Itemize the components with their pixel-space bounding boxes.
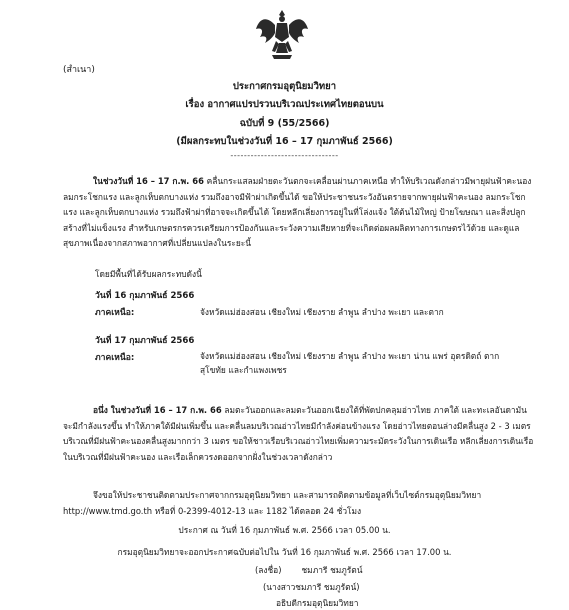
region-label: ภาคเหนือ:: [95, 353, 135, 363]
paragraph-lead: ในช่วงวันที่ 16 – 17 ก.พ. 66: [93, 176, 204, 186]
announcement-subject: เรื่อง อากาศแปรปรวนบริเวณประเทศไทยตอนบน: [185, 99, 384, 110]
paragraph-lead: อนึ่ง ในช่วงวันที่ 16 – 17 ก.พ. 66: [93, 405, 222, 415]
paragraph-main-forecast: [63, 174, 533, 252]
next-issue-notice: กรมอุตุนิยมวิทยาจะออกประกาศฉบับต่อไปใน วันที่ 16 กุมภาพันธ์ พ.ศ. 2566 เวลา 17.00 น.: [117, 547, 452, 557]
signatory-position: อธิบดีกรมอุตุนิยมวิทยา: [276, 598, 359, 608]
paragraph-body: ลมตะวันออกและลมตะวันออกเฉียงใต้ที่พัดปกคลุมอ่าวไทย ภาคใต้ และทะเลอันดามันจะมีกำลังแรงขึ้น ทำให้ภาคใต้มีฝนเพิ่มขึ้น และคลื่นลมบริเวณอ่าวไทยมีกำลังค่อนข้างแรง โดยอ่าวไทยตอนล่างมีคลื่นสูง 2 - 3 เมตร บริเวณที่มีฝนฟ้าคะนองคลื่นสูงมากกว่า 3 เมตร ขอให้ชาวเรือบริเวณอ่าวไทยเพิ่มความระมัดระวังในการเดินเรือ หลีกเลี่ยงการเดินเรือในบริเวณที่มีฝนฟ้าคะนอง และเรือเล็กควรงดออกจากฝั่งในช่วงเวลาดังกล่าว: [63, 405, 534, 462]
paragraph-marine-warning: [63, 403, 535, 465]
signature-line: [255, 563, 362, 577]
garuda-emblem-icon: [254, 7, 310, 63]
affected-areas-intro: โดยมีพื้นที่ได้รับผลกระทบดังนี้: [95, 269, 202, 279]
divider: --------------------------------: [230, 151, 339, 160]
signatory-name: (นางสาวชมภารี ชมภูรัตน์): [263, 582, 360, 592]
signed-name: ชมภารี ชมภูรัตน์: [301, 565, 363, 575]
paragraph-contact-info: จึงขอให้ประชาชนติดตามประกาศจากกรมอุตุนิยมวิทยา และสามารถติดตามข้อมูลที่เว็บไซต์กรมอุตุนิยมวิทยา http://www.tmd.go.th หรือที่ 0-2399-4012-13 และ 1182 ได้ตลอด 24 ชั่วโมง: [63, 490, 482, 516]
region-label: ภาคเหนือ:: [95, 308, 135, 318]
copy-label: (สำเนา): [63, 65, 95, 75]
province-list: จังหวัดแม่ฮ่องสอน เชียงใหม่ เชียงราย ลำพูน ลำปาง พะเยา น่าน แพร่ อุตรดิตถ์ ตาก สุโขทัย และกำแพงเพชร: [200, 351, 500, 375]
announcement-number: ฉบับที่ 9 (55/2566): [239, 118, 330, 129]
day-title: วันที่ 17 กุมภาพันธ์ 2566: [95, 336, 195, 346]
announcement-title: ประกาศกรมอุตุนิยมวิทยา: [232, 81, 337, 92]
effective-period: (มีผลกระทบในช่วงวันที่ 16 – 17 กุมภาพันธ์ 2566): [176, 136, 393, 147]
province-list: จังหวัดแม่ฮ่องสอน เชียงใหม่ เชียงราย ลำพูน ลำปาง พะเยา และตาก: [200, 307, 444, 317]
paragraph-body: คลื่นกระแสลมฝ่ายตะวันตกจะเคลื่อนผ่านภาคเหนือ ทำให้บริเวณดังกล่าวมีพายุฝนฟ้าคะนอง ลมกระโชกแรง และลูกเห็บตกบางแห่ง รวมถึงอาจมีฟ้าผ่าเกิดขึ้นได้ ขอให้ประชาชนระวังอันตรายจากพายุฝนฟ้าคะนอง ลมกระโชกแรง และลูกเห็บตกบางแห่ง รวมถึงฟ้าผ่าที่อาจจะเกิดขึ้นได้ โดยหลีกเลี่ยงการอยู่ในที่โล่งแจ้ง ใต้ต้นไม้ใหญ่ ป้ายโฆษณา และสิ่งปลูกสร้างที่ไม่แข็งแรง สำหรับเกษตรกรควรเตรียมการป้องกันและระวังความเสียหายที่จะเกิดต่อผลผลิตทางการเกษตรไว้ด้วย และดูแลสุขภาพเนื่องจากสภาพอากาศที่เปลี่ยนแปลงในระยะนี้: [63, 176, 532, 248]
issued-datetime: ประกาศ ณ วันที่ 16 กุมภาพันธ์ พ.ศ. 2566 เวลา 05.00 น.: [178, 525, 391, 535]
day-title: วันที่ 16 กุมภาพันธ์ 2566: [95, 291, 195, 301]
sign-label: (ลงชื่อ): [255, 565, 282, 575]
